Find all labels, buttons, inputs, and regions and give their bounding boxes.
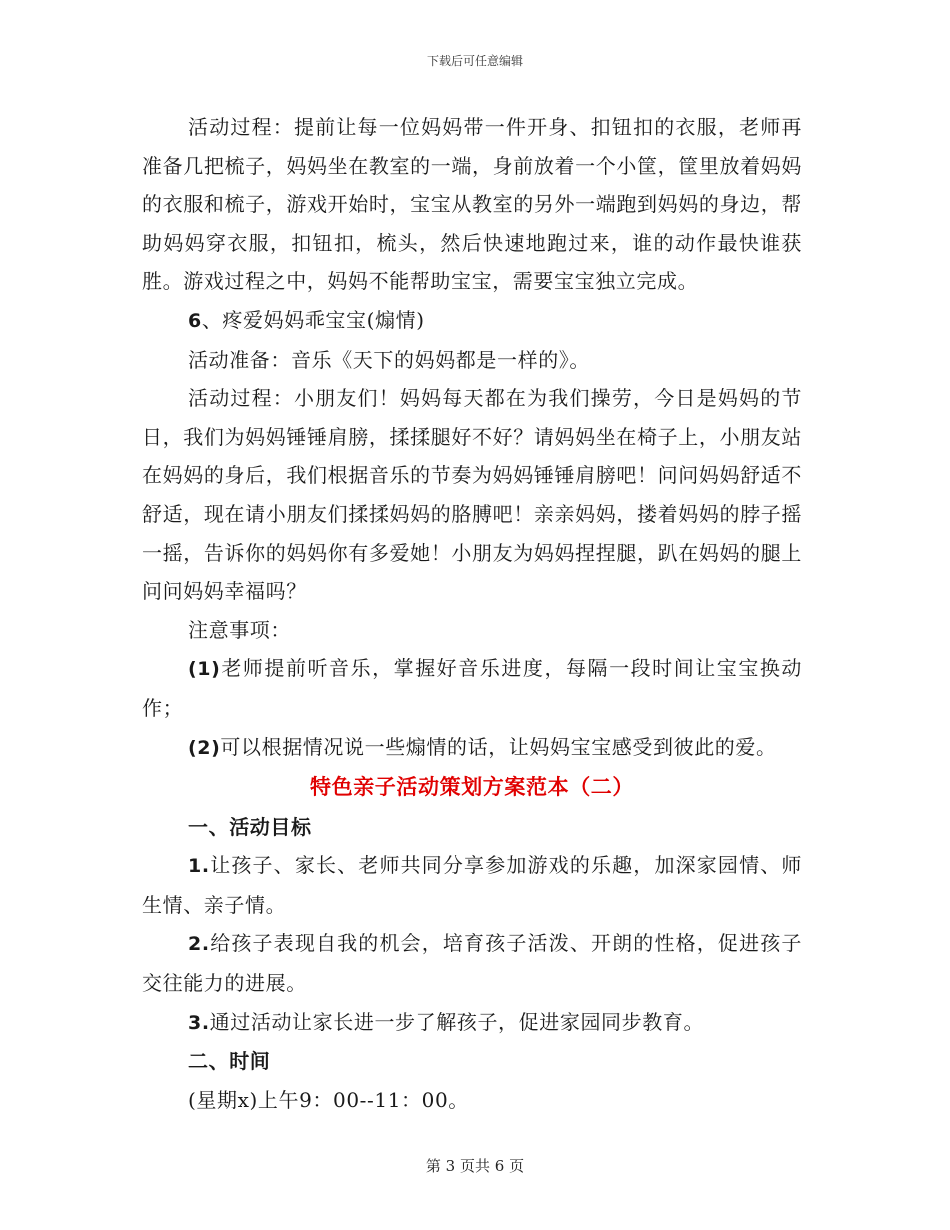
note-text: 可以根据情况说一些煽情的话，让妈妈宝宝感受到彼此的爱。 — [220, 734, 777, 759]
page-header: 下载后可任意编辑 — [426, 54, 523, 68]
page-footer: 第 3 页共 6 页 — [425, 1157, 525, 1175]
paragraph-activity-prep: 活动准备：音乐《天下的妈妈都是一样的》。 — [188, 347, 590, 372]
goal-number: 1. — [188, 855, 210, 878]
item-text: 、疼爱妈妈乖宝宝(煽情) — [201, 307, 425, 332]
section-title: 特色亲子活动策划方案范本（二） — [310, 774, 634, 800]
paragraph-activity-process: 活动过程：提前让每一位妈妈带一件开身、扣钮扣的衣服，老师再准备几把梳子，妈妈坐在教室的一端，身前放着一个小筐，筐里放着妈妈的衣服和梳子，游戏开始时，宝宝从教室的另外一端跑到妈妈的身边，帮助妈妈穿衣服，扣钮扣，梳头，然后快速地跑过来，谁的动作最快谁获胜。游戏过程之中，妈妈不能帮助宝宝，需要宝宝独立完成。 — [142, 115, 802, 294]
note-2 — [142, 728, 802, 768]
heading-goals: 一、活动目标 — [188, 814, 312, 839]
paragraph-time: (星期x)上午9：00--11：00。 — [188, 1087, 469, 1112]
goal-number: 3. — [188, 1011, 210, 1034]
note-number: (2) — [188, 736, 221, 759]
goal-text: 通过活动让家长进一步了解孩子，促进家园同步教育。 — [209, 1009, 705, 1034]
paragraph-activity-process-2: 活动过程：小朋友们！妈妈每天都在为我们操劳，今日是妈妈的节日，我们为妈妈锤锤肩膀，揉揉腿好不好？请妈妈坐在椅子上，小朋友站在妈妈的身后，我们根据音乐的节奏为妈妈锤锤肩膀吧！问问妈妈舒适不舒适，现在请小朋友们揉揉妈妈的胳膊吧！亲亲妈妈，搂着妈妈的脖子摇一摇，告诉你的妈妈你有多爱她！小朋友为妈妈捏捏腿，趴在妈妈的腿上问问妈妈幸福吗？ — [142, 386, 802, 604]
document-body — [142, 108, 802, 1119]
goal-1 — [142, 846, 802, 924]
goal-text: 给孩子表现自我的机会，培育孩子活泼、开朗的性格，促进孩子交往能力的进展。 — [142, 931, 802, 996]
goal-3 — [142, 1003, 802, 1043]
goal-text: 让孩子、家长、老师共同分享参加游戏的乐趣，加深家园情、师生情、亲子情。 — [142, 853, 802, 917]
heading-time: 二、时间 — [188, 1049, 271, 1074]
goal-2 — [142, 924, 802, 1002]
goal-number: 2. — [188, 933, 210, 956]
note-text: 老师提前听音乐，掌握好音乐进度，每隔一段时间让宝宝换动作； — [142, 656, 802, 720]
notes-label: 注意事项： — [188, 617, 291, 642]
item-6-heading — [142, 301, 802, 341]
note-number: (1) — [188, 658, 221, 681]
item-number: 6 — [188, 309, 202, 332]
note-1 — [142, 649, 802, 727]
